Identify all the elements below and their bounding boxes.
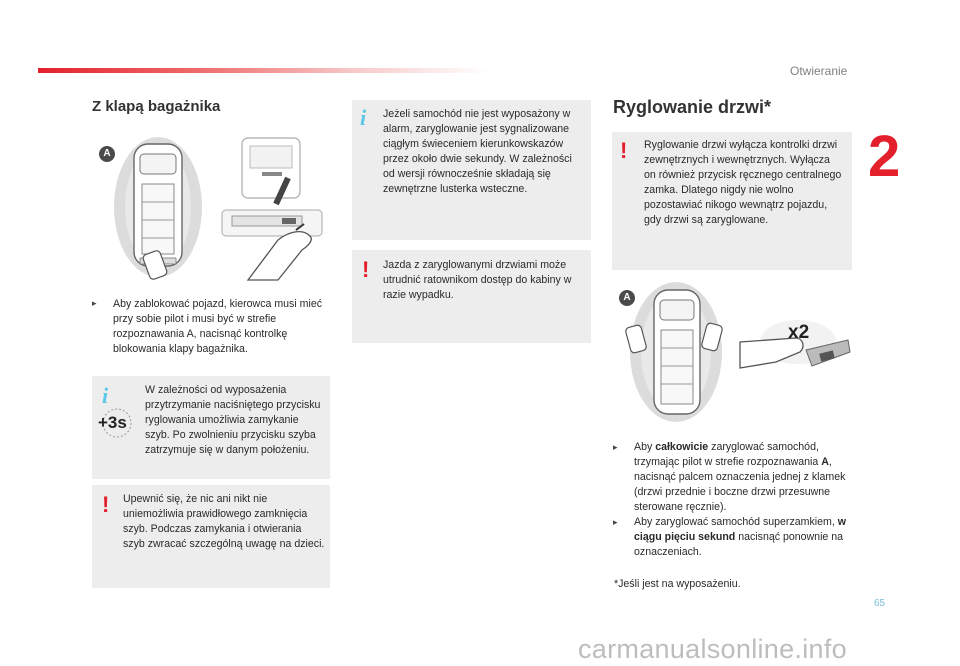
watermark: carmanualsonline.info xyxy=(578,634,847,664)
info-icon: i xyxy=(102,383,109,408)
footnote: *Jeśli jest na wyposażeniu. xyxy=(614,578,741,590)
left-section-title: Z klapą bagażnika xyxy=(92,98,221,115)
info-icon: i xyxy=(360,105,367,130)
page-number: 65 xyxy=(874,598,886,609)
middle-warning-text: Jazda z zaryglowanymi drzwiami może utrudnić ratownikom dostęp do kabiny w razie wypadku. xyxy=(383,259,572,301)
bullet-arrow-icon: ▸ xyxy=(613,517,618,527)
press-count-label: x2 xyxy=(788,322,810,343)
warning-icon: ! xyxy=(620,138,628,163)
header-accent-bar xyxy=(38,68,488,73)
left-warning-text: Upewnić się, że nic ani nikt nie uniemożliwia prawidłowego zamknięcia szyb. Podczas zamykania i otwierania szyb zwracać szczególną uwagę na dzieci. xyxy=(123,493,325,550)
warning-icon: ! xyxy=(362,257,370,282)
right-warning-text: Ryglowanie drzwi wyłącza kontrolki drzwi zewnętrznych i wewnętrznych. Wyłącza on również przycisk ręcznego centralnego zamka. Dlatego nigdy nie wolno pozostawiać nikogo wewnątrz pojazdu, gdy drzwi są zaryglowane. xyxy=(644,139,842,226)
warning-icon: ! xyxy=(102,492,110,517)
left-bullet-text: Aby zablokować pojazd, kierowca musi mieć przy sobie pilot i musi być w strefie rozpoznawania A, nacisnąć kontrolkę blokowania klapy bagażnika. xyxy=(113,298,323,355)
middle-info-text: Jeżeli samochód nie jest wyposażony w alarm, zaryglowanie jest sygnalizowane ciągłym świeceniem kierunkowskazów przez około dwie sekundy. W zależności od wersji równocześnie składają się zewnętrzne lusterka wsteczne. xyxy=(383,108,572,195)
zone-badge-a: A xyxy=(619,290,635,306)
right-bullet-2: Aby zaryglować samochód superzamkiem, w ciągu pięciu sekund nacisnąć ponownie na oznaczeniach. xyxy=(634,516,846,558)
bullet-arrow-icon: ▸ xyxy=(613,442,618,452)
bullet-arrow-icon: ▸ xyxy=(92,298,97,308)
chapter-number: 2 xyxy=(868,124,901,189)
tailgate-illustration xyxy=(218,132,333,282)
zone-badge-a: A xyxy=(99,146,115,162)
right-bullet-1: Aby całkowicie zaryglować samochód, trzymając pilot w strefie rozpoznawania A, nacisnąć palcem oznaczenia jednej z klamek (drzwi przednie i boczne drzwi przesuwne sterowane ręcznie). xyxy=(634,441,846,513)
left-info-text: W zależności od wyposażenia przytrzymanie naciśniętego przycisku ryglowania umożliwia zamykanie szyb. Po zwolnieniu przycisku szyba zatrzymuje się w danym położeniu. xyxy=(145,384,321,456)
timer-label: +3s xyxy=(98,413,127,432)
right-section-title: Ryglowanie drzwi* xyxy=(613,97,772,117)
section-title: Otwieranie xyxy=(790,64,848,78)
